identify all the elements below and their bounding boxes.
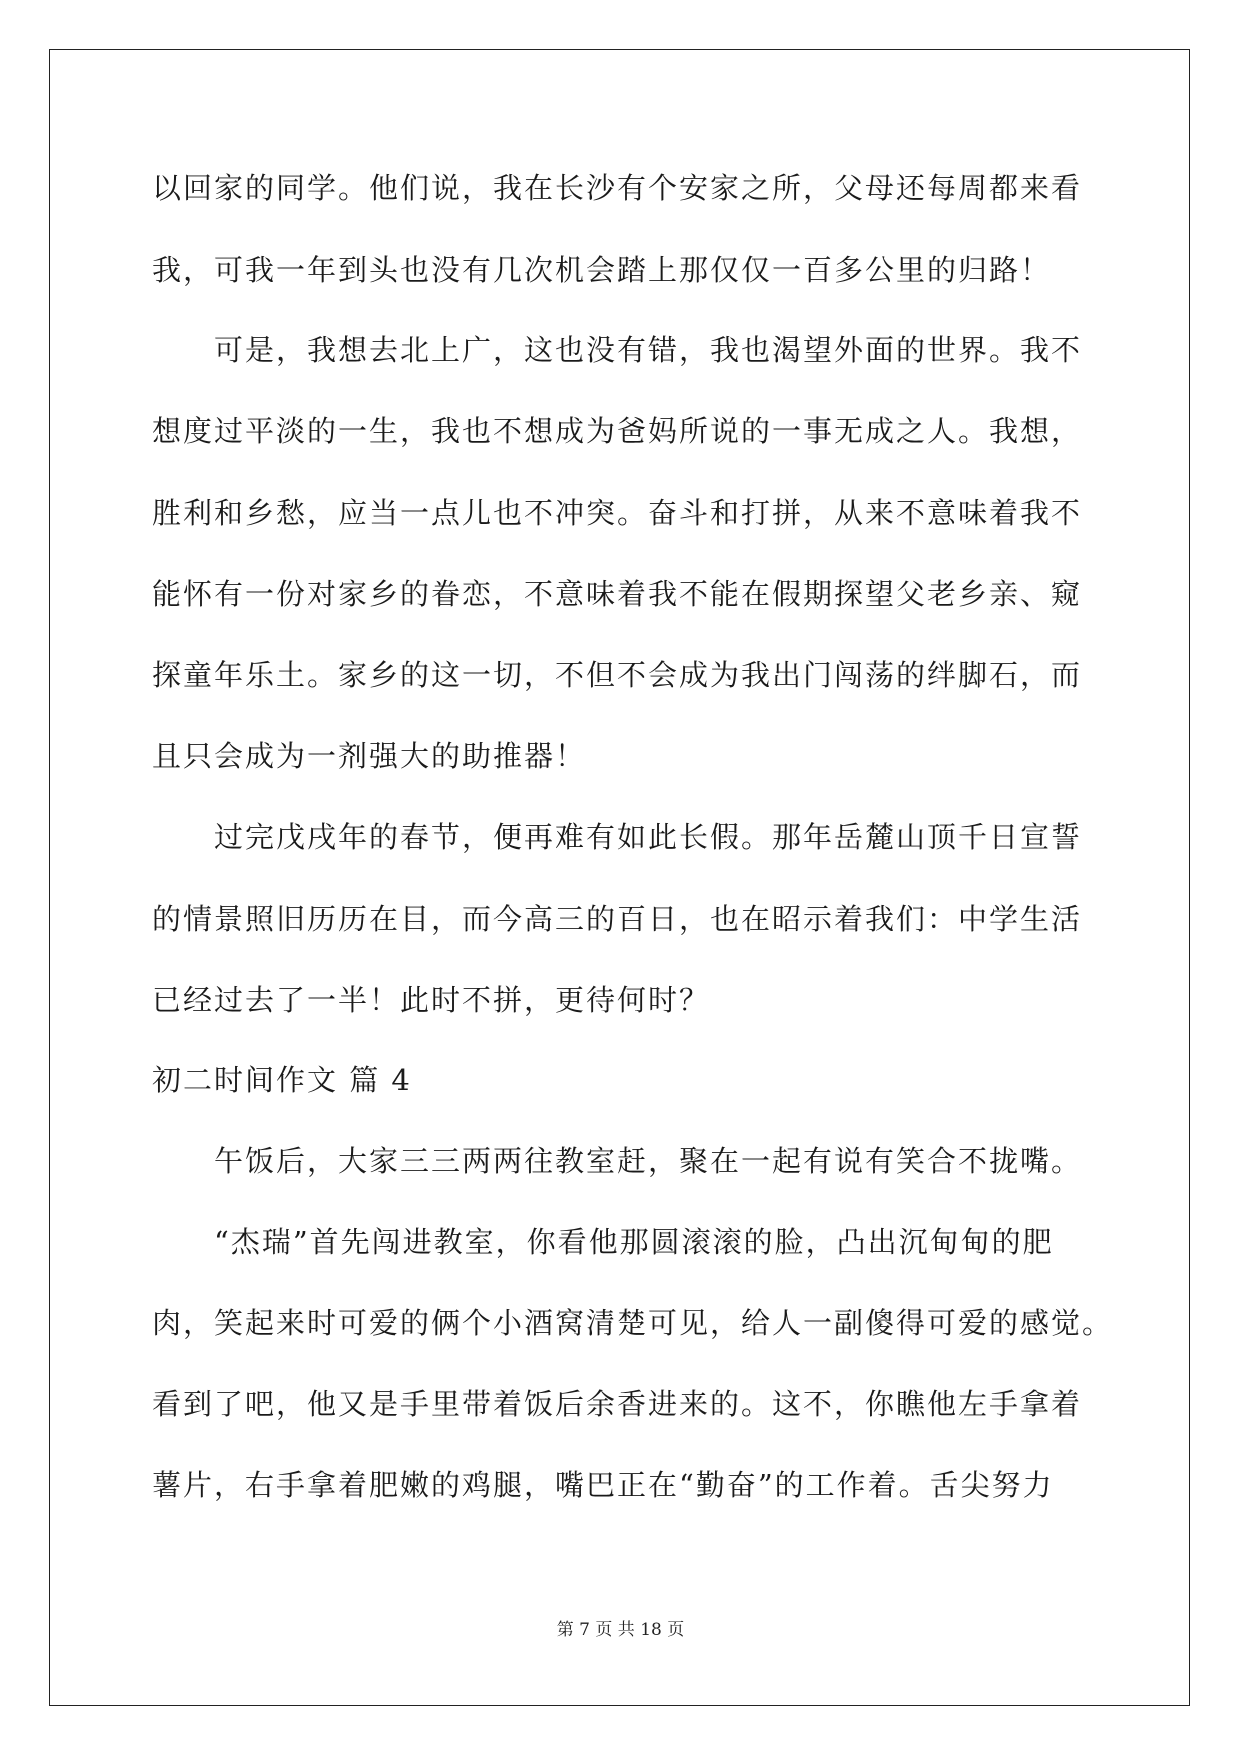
- page-number-footer: 第 7 页 共 18 页: [556, 1620, 685, 1640]
- body-text-line: 且只会成为一剂强大的助推器！: [152, 739, 587, 773]
- body-text-line: 过完戊戌年的春节，便再难有如此长假。那年岳麓山顶千日宣誓: [214, 820, 1083, 854]
- body-text-line: 想度过平淡的一生，我也不想成为爸妈所说的一事无成之人。我想，: [152, 414, 1083, 448]
- body-text-line: 我，可我一年到头也没有几次机会踏上那仅仅一百多公里的归路！: [152, 253, 1052, 287]
- body-text-line: 薯片，右手拿着肥嫩的鸡腿，嘴巴正在“勤奋”的工作着。舌尖努力: [152, 1468, 1054, 1502]
- body-text-line: 探童年乐土。家乡的这一切，不但不会成为我出门闯荡的绊脚石，而: [152, 658, 1083, 692]
- body-text-line: 以回家的同学。他们说，我在长沙有个安家之所，父母还每周都来看: [152, 171, 1083, 205]
- body-text-line: 肉，笑起来时可爱的俩个小酒窝清楚可见，给人一副傻得可爱的感觉。: [152, 1306, 1114, 1340]
- body-text-line: 能怀有一份对家乡的眷恋，不意味着我不能在假期探望父老乡亲、窥: [152, 577, 1083, 611]
- section-heading: 初二时间作文 篇 4: [152, 1063, 412, 1097]
- body-text-line: 可是，我想去北上广，这也没有错，我也渴望外面的世界。我不: [214, 333, 1083, 367]
- body-text-line: “杰瑞”首先闯进教室，你看他那圆滚滚的脸，凸出沉甸甸的肥: [214, 1225, 1054, 1259]
- body-text-line: 已经过去了一半！此时不拼，更待何时？: [152, 983, 711, 1017]
- body-text-line: 午饭后，大家三三两两往教室赶，聚在一起有说有笑合不拢嘴。: [214, 1144, 1083, 1178]
- body-text-line: 胜利和乡愁，应当一点儿也不冲突。奋斗和打拼，从来不意味着我不: [152, 496, 1083, 530]
- body-text-line: 看到了吧，他又是手里带着饭后余香进来的。这不，你瞧他左手拿着: [152, 1387, 1083, 1421]
- page-border: [49, 49, 1190, 1706]
- body-text-line: 的情景照旧历历在目，而今高三的百日，也在昭示着我们：中学生活: [152, 902, 1083, 936]
